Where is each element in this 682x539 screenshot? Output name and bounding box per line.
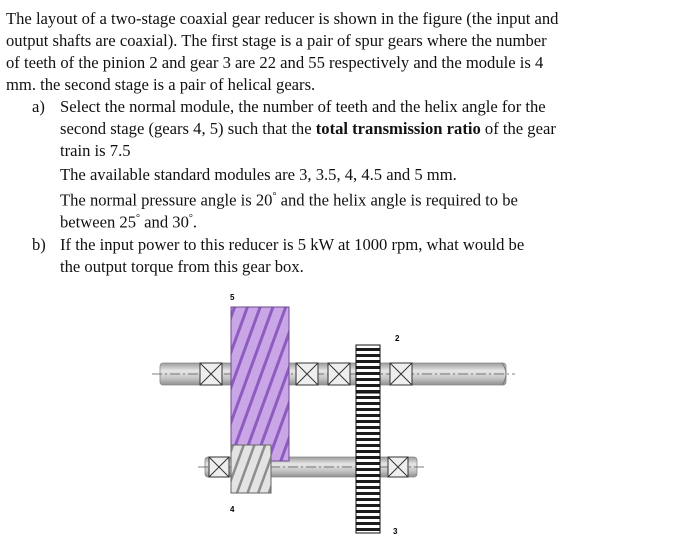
- degree-symbol: °: [136, 213, 141, 224]
- part-b-marker: b): [32, 235, 46, 254]
- bearing-icon: [296, 363, 318, 385]
- part-a-line-6-a: between 25: [60, 212, 137, 232]
- helical-gear-4: [231, 445, 271, 493]
- spur-gear-3: [356, 393, 380, 533]
- part-b-line-2: the output torque from this gear box.: [60, 257, 304, 276]
- part-a-line-6-b: and 30: [140, 212, 189, 232]
- gear-2-label: 2: [395, 334, 400, 343]
- gear-4-label: 4: [230, 505, 235, 514]
- bearing-icon: [200, 363, 222, 385]
- intro-line-2: output shafts are coaxial). The first stage is a pair of spur gears where the number: [6, 31, 547, 50]
- intro-line-3: of teeth of the pinion 2 and gear 3 are 22 and 55 respectively and the module is 4: [6, 53, 544, 72]
- gear-3-label: 3: [393, 527, 398, 536]
- part-a-line-4: The available standard modules are 3, 3.5, 4, 4.5 and 5 mm.: [60, 165, 457, 184]
- spur-gear-2: [356, 345, 380, 395]
- bearing-icon: [390, 363, 412, 385]
- part-a-line-5-end: and the helix angle is required to be: [276, 190, 518, 210]
- part-a-line-3: train is 7.5: [60, 141, 131, 160]
- degree-symbol: °: [188, 213, 193, 224]
- part-a-line-5-start: The normal pressure angle is 20: [60, 190, 273, 210]
- helical-gear-5: [231, 307, 289, 461]
- bearing-icon: [388, 457, 408, 477]
- degree-symbol: °: [272, 191, 277, 202]
- intro-line-1: The layout of a two-stage coaxial gear reducer is shown in the figure (the input and: [6, 9, 559, 28]
- part-a-line-6-c: .: [192, 212, 198, 232]
- part-a-line-2-start: second stage (gears 4, 5) such that the: [60, 119, 316, 138]
- bearing-icon: [328, 363, 350, 385]
- part-b-line-1: If the input power to this reducer is 5 kW at 1000 rpm, what would be: [60, 235, 525, 254]
- intro-line-4: mm. the second stage is a pair of helical gears.: [6, 75, 316, 94]
- gear-5-label: 5: [230, 293, 235, 302]
- total-transmission-ratio-emphasis: total transmission ratio: [315, 119, 481, 138]
- bearing-icon: [209, 457, 229, 477]
- part-a-line-2-end: of the gear: [480, 119, 556, 138]
- part-a-marker: a): [32, 97, 45, 116]
- part-a-line-1: Select the normal module, the number of teeth and the helix angle for the: [60, 97, 546, 116]
